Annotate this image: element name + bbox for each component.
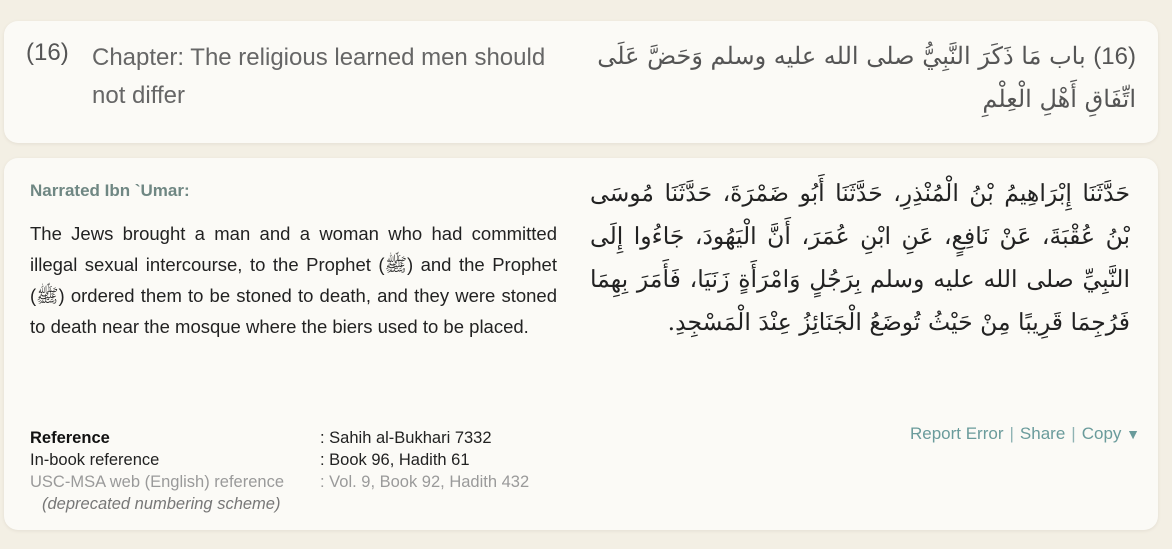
copy-label: Copy	[1081, 424, 1122, 443]
hadith-text-arabic: حَدَّثَنَا إِبْرَاهِيمُ بْنُ الْمُنْذِرِ، حَدَّثَنَا أَبُو ضَمْرَةَ، حَدَّثَنَا مُوسَى بْنُ عُقْبَةَ، عَنْ نَافِعٍ، عَنِ ابْنِ عُمَرَ، أَنَّ الْيَهُودَ، جَاءُوا إِلَى النَّبِيِّ صلى الله عليه وسلم بِرَجُلٍ وَامْرَأَةٍ زَنَيَا، فَأَمَرَ بِهِمَا فَرُجِمَا قَرِيبًا مِنْ حَيْثُ تُوضَعُ الْجَنَائِزُ عِنْدَ الْمَسْجِدِ.	[590, 179, 1130, 336]
usc-msa-reference-row	[30, 471, 529, 493]
chapter-number-arabic: (16)	[1093, 43, 1136, 70]
hadith-text-english: The Jews brought a man and a woman who had committed illegal sexual intercourse, to the Prophet (ﷺ) and the Prophet (ﷺ) ordered them to be stoned to death, and they were stoned to death near the mosque where the biers used to be placed.	[30, 223, 557, 337]
inbook-reference-value: : Book 96, Hadith 61	[320, 451, 470, 469]
share-link[interactable]: Share	[1019, 424, 1066, 443]
copy-link[interactable]	[1082, 424, 1140, 443]
deprecated-note: (deprecated numbering scheme)	[42, 495, 281, 513]
inbook-reference-row	[30, 449, 529, 471]
hadith-actions	[910, 424, 1140, 444]
reference-label: Reference	[30, 429, 110, 447]
action-separator: |	[1071, 424, 1076, 443]
chapter-number: (16)	[26, 39, 69, 66]
reference-value: : Sahih al-Bukhari 7332	[320, 429, 492, 447]
report-error-link[interactable]: Report Error	[909, 424, 1004, 443]
caret-down-icon: ▼	[1126, 426, 1140, 442]
hadith-card	[4, 158, 1158, 530]
inbook-reference-label: In-book reference	[30, 451, 160, 469]
chapter-title-arabic: باب مَا ذَكَرَ النَّبِيُّ صلى الله عليه وسلم وَحَضَّ عَلَى اتِّفَاقِ أَهْلِ الْعِلْمِ	[597, 42, 1136, 113]
chapter-title-arabic-block	[596, 35, 1136, 120]
action-separator: |	[1009, 424, 1014, 443]
usc-msa-reference-value: : Vol. 9, Book 92, Hadith 432	[320, 473, 530, 491]
chapter-title-english: Chapter: The religious learned men should not differ	[92, 44, 546, 109]
reference-row	[30, 427, 529, 449]
narrator-line: Narrated Ibn `Umar:	[30, 181, 190, 200]
chapter-card	[4, 21, 1158, 143]
usc-msa-reference-label: USC-MSA web (English) reference	[30, 473, 285, 491]
reference-table	[30, 427, 529, 515]
